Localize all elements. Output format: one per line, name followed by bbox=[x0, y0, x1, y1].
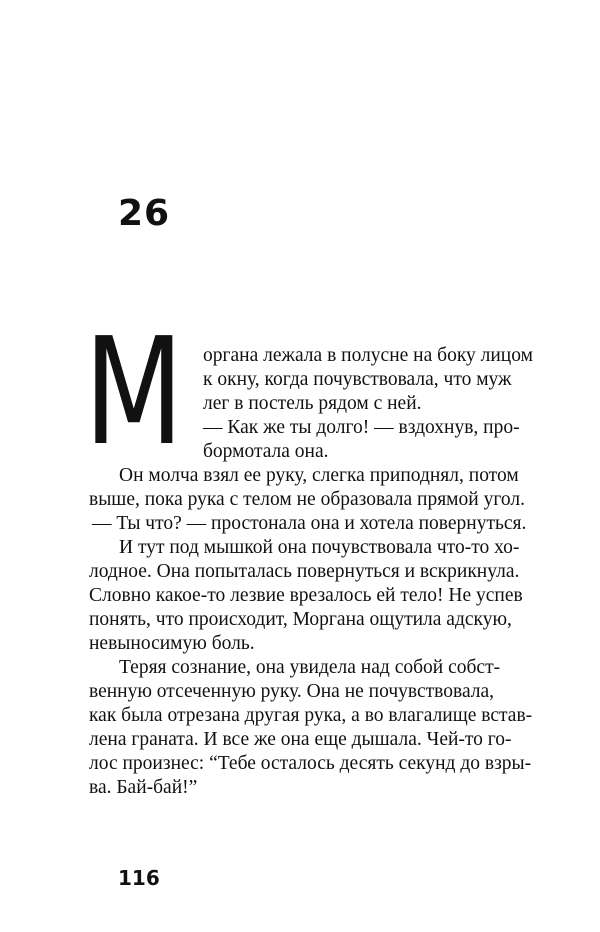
text-line: к окну, когда почувствовала, что муж bbox=[203, 369, 512, 390]
text-line: понять, что происходит, Моргана ощутила адскую, bbox=[89, 609, 512, 630]
text-line: лодное. Она попыталась повернуться и вскрикнула. bbox=[89, 561, 520, 582]
text-line: лос произнес: “Тебе осталось десять секунд до взры- bbox=[89, 753, 532, 774]
chapter-number: 26 bbox=[118, 193, 171, 234]
text-line: органа лежала в полусне на боку лицом bbox=[203, 345, 533, 366]
text-line: невыносимую боль. bbox=[89, 633, 255, 654]
text-line: лег в постель рядом с ней. bbox=[203, 393, 422, 414]
text-line: ва. Бай-бай!” bbox=[89, 777, 198, 798]
text-line: Словно какое-то лезвие врезалось ей тело! Не успев bbox=[89, 585, 523, 606]
text-line: выше, пока рука с телом не образовала прямой угол. bbox=[89, 489, 525, 510]
text-line: как была отрезана другая рука, а во влагалище встав- bbox=[89, 705, 533, 726]
text-line: бормотала она. bbox=[203, 441, 329, 462]
text-line: Теряя сознание, она увидела над собой собст- bbox=[119, 657, 501, 678]
text-line: венную отсеченную руку. Она не почувствовала, bbox=[89, 681, 495, 702]
text-line: лена граната. И все же она еще дышала. Чей-то го- bbox=[89, 729, 512, 750]
text-line: — Как же ты долго! — вздохнув, про- bbox=[203, 417, 520, 438]
drop-cap: М bbox=[84, 306, 184, 478]
text-line: И тут под мышкой она почувствовала что-то хо- bbox=[119, 537, 520, 558]
text-line: Он молча взял ее руку, слегка приподнял, потом bbox=[119, 465, 519, 486]
page-number: 116 bbox=[118, 866, 160, 890]
text-line: — Ты что? — простонала она и хотела повернуться. bbox=[92, 513, 527, 534]
